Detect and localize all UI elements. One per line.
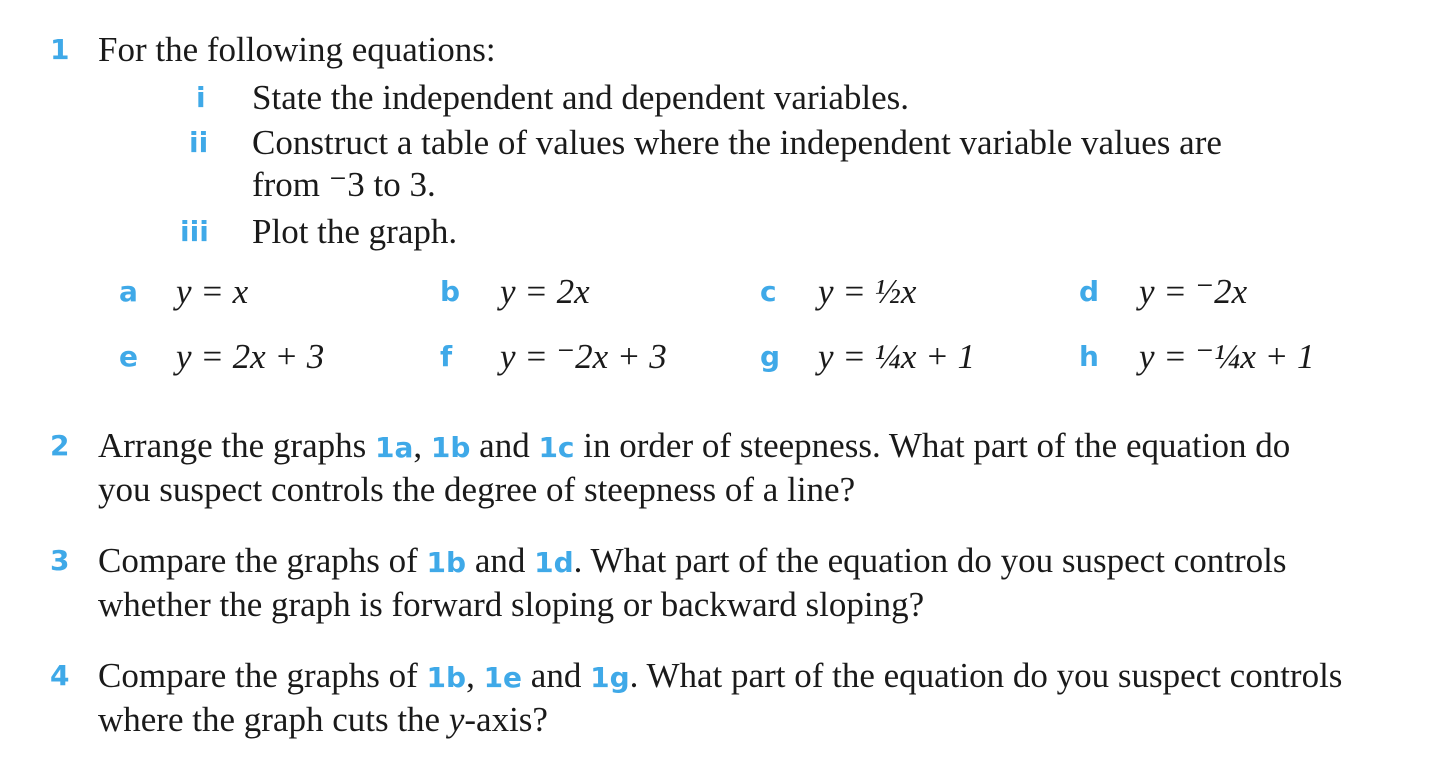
part-equation-f: y = ⁻2x + 3 [500,337,667,376]
part-equation-h: y = ⁻¼x + 1 [1139,337,1315,376]
question-4-line-1 [98,658,1342,693]
part-equation-c: y = ½x [818,272,917,311]
question-number-1: 1 [50,33,70,66]
part-label-h: h [1079,340,1099,373]
ref-1g: 1g [590,661,630,694]
question-4-line-2 [98,702,548,737]
question-2-sep: , [413,426,423,465]
part-label-g: g [760,340,781,373]
question-4-line-2b: -axis? [464,700,548,739]
part-label-a: a [119,275,138,308]
question-3-line-2: whether the graph is forward sloping or backward sloping? [98,585,925,624]
question-4-line-2a: where the graph cuts the [98,700,441,739]
sub-text-iii: Plot the graph. [252,212,458,251]
question-3-text-post: . What part of the equation do you suspect controls [573,541,1287,580]
part-label-e: e [119,340,138,373]
ref-1b: 1b [426,661,467,694]
part-label-c: c [760,275,777,308]
sub-text-i: State the independent and dependent variables. [252,78,909,117]
part-equation-b: y = 2x [500,272,590,311]
question-4-sep: , [466,656,475,695]
ref-1c: 1c [538,431,575,464]
question-2-text-pre: Arrange the graphs [98,426,367,465]
part-equation-e: y = 2x + 3 [176,337,325,376]
question-2-text-mid: and [479,426,530,465]
question-2-line-1 [98,428,1290,463]
question-number-2: 2 [50,429,70,462]
question-2-line-2: you suspect controls the degree of steepness of a line? [98,470,856,509]
ref-1b: 1b [430,431,471,464]
part-equation-a: y = x [176,272,249,311]
question-1-intro: For the following equations: [98,30,496,69]
part-label-b: b [440,275,461,308]
sub-text-ii: Construct a table of values where the independent variable values are [252,123,1222,162]
sub-label-iii: iii [180,215,209,248]
part-equation-g: y = ¼x + 1 [818,337,976,376]
question-4-text-pre: Compare the graphs of [98,656,418,695]
ref-1b: 1b [426,546,467,579]
question-3-text-mid: and [474,541,526,580]
question-number-3: 3 [50,544,70,577]
part-label-f: f [440,340,453,373]
question-3-line-1 [98,543,1286,578]
question-3-text-pre: Compare the graphs of [98,541,418,580]
ref-1d: 1d [534,546,574,579]
question-4-text-mid: and [530,656,582,695]
question-4-text-post: . What part of the equation do you suspect controls [629,656,1343,695]
part-label-d: d [1079,275,1100,308]
sub-text-ii-cont: from ⁻3 to 3. [252,165,436,204]
question-4-variable: y [448,700,465,739]
question-2-text-post: in order of steepness. What part of the equation do [583,426,1291,465]
ref-1e: 1e [483,661,523,694]
ref-1a: 1a [374,431,414,464]
sub-label-ii: ii [189,126,209,159]
sub-label-i: i [196,81,206,114]
part-equation-d: y = ⁻2x [1139,272,1248,311]
question-number-4: 4 [50,659,70,692]
